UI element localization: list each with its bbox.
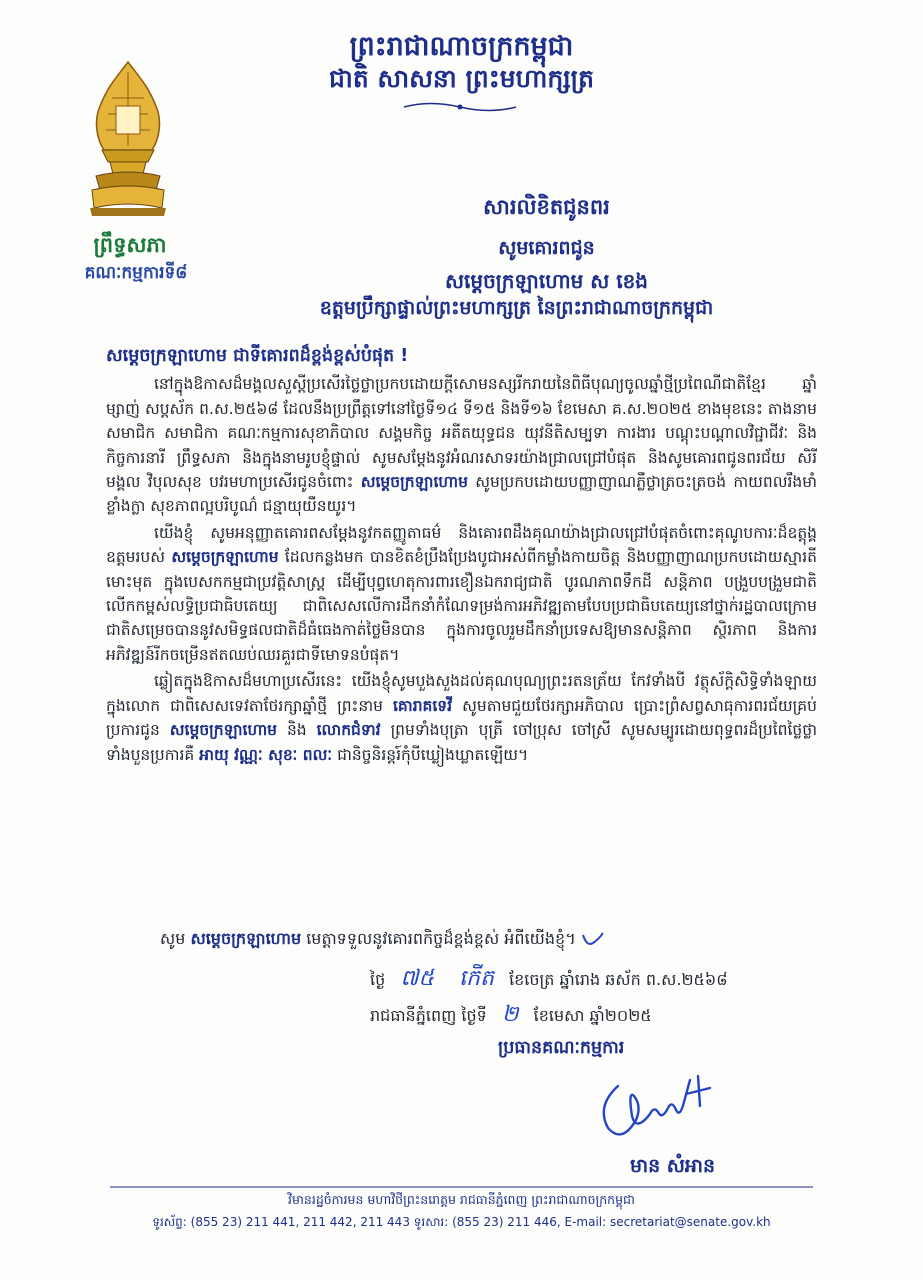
p3-mid: សូមតាមជួយថែរក្សាអភិបាល ប្រោះព្រំសព្វសាធុការពរជ័យគ្រប់ប្រការជូន [106,696,817,740]
ornament-divider-icon [400,100,520,114]
p3-spouse: លោកជំទាវ [316,721,381,740]
p1-text: នៅក្នុងឱកាសដ៏មង្គលសួស្តីប្រសើរថ្លៃថ្លាប្រកបដោយក្តីសោមនស្សរីករាយនៃពិធីបុណ្យចូលឆ្នាំថ្មីប្រពៃណីជាតិខ្មែរ ឆ្នាំម្សាញ់ សប្តស័ក ព.ស.២៥៦៨ ដែលនឹងប្រព្រឹត្តទៅនៅថ្ងៃទី១៤ ទី១៥ និងទី១៦ ខែមេសា គ.ស.២០២៥ ខាងមុខនេះ តាងនាមសមាជិក សមាជិកា គណៈកម្មការសុខាភិបាល សង្គមកិច្ច អតីតយុទ្ធជន យុវនីតិសម្បទា ការងារ បណ្តុះបណ្តាលវិជ្ជាជីវៈ និងកិច្ចការនារី ព្រឹទ្ធសភា និងក្នុងនាមរូបខ្ញុំផ្ទាល់ សូមសម្តែងនូវអំណរសាទរយ៉ាងជ្រាលជ្រៅបំផុត និងសូមគោរពជូនពរជ័យ សិរីមង្គល វិបុលសុខ បវរមហាប្រសើរជូនចំពោះ [106,375,817,492]
footer-contact: ទូរស័ព្ទ: (855 23) 211 441, 211 442, 211 443 ទូរសារ: (855 23) 211 446, E-mail: secretariat@senate.gov.kh [152,1215,771,1229]
month-year: ខែមេសា ឆ្នាំ២០២៥ [533,1006,652,1025]
lunar-month-year: ខែចេត្រ ឆ្នាំរោង ឆស័ក ព.ស.២៥៦៨ [509,970,728,989]
salutation: សម្តេចក្រឡាហោម ជាទីគោរពដ៏ខ្ពង់ខ្ពស់បំផុត ! [106,346,409,366]
footer-divider [110,1186,813,1188]
respectfully-to: សូមគោរពជូន [498,237,595,259]
recipient-name: សម្តេចក្រឡាហោម ស ខេង [445,269,648,293]
document-type: សារលិខិតជូនពរ [483,195,610,219]
p3-blessing: អាយុ វណ្ណៈ សុខៈ ពលៈ [199,745,333,764]
lunar-phase-handwritten: កើត [459,966,494,991]
p1-end: សូមប្រកបដោយបញ្ញាញាណភ្លឺថ្លាត្រចះត្រចង់ កាយពលរឹងមាំខ្លាំងក្លា សុខភាពល្អបរិបូណ៌ ជន្មាយុយឺនយូរ។ [106,473,817,516]
p3-recipient: សម្តេចក្រឡាហោម [169,721,277,740]
closing-text: មេត្តាទទួលនូវគោរពកិច្ចដ៏ខ្ពង់ខ្ពស់ អំពីយើងខ្ញុំ។ [306,929,576,948]
commission-name: គណៈកម្មការទី៨ [84,263,188,283]
p3-text: ឆ្លៀតក្នុងឱកាសដ៏មហាប្រសើរនេះ យើងខ្ញុំសូមបួងសួងដល់គុណបុណ្យព្រះរតនត្រ័យ កែវទាំងបី វត្ថុស័ក្តិសិទ្ធិទាំងឡាយក្នុងលោក ជាពិសេសទេវតាថែរក្សាឆ្នាំថ្មី ព្រះនាម [106,672,817,715]
lunar-date [370,964,728,996]
signatory-name: មាន សំអាន [630,1155,716,1177]
senate-emblem-icon [86,58,170,218]
lunar-day-label: ថ្ងៃ [370,970,386,989]
p3-end: ព្រមទាំងបុត្រា បុត្រី ចៅប្រុស ចៅស្រី សូមសម្បូរដោយពុទ្ធពរដ៏ប្រពៃថ្លៃថ្លាទាំងបួនប្រការគឺ [106,721,817,764]
senate-name: ព្រឹទ្ធសភា [93,233,167,257]
p3-and: និង [286,721,307,740]
p3-deva: គោរាគទេវី [393,696,453,715]
p2-recipient: សម្តេចក្រឡាហោម [171,548,279,567]
footer-address: វិមានរដ្ឋចំការមន មហាវិថីព្រះនរោត្តម រាជធានីភ្នំពេញ ព្រះរាជាណាចក្រកម្ពុជា [288,1192,635,1207]
lunar-day-handwritten: ៧៥ [400,966,434,991]
paragraph-1 [106,372,817,518]
p2-end: ដែលកន្លងមក បានខិតខំប្រឹងប្រែងបូជាអស់ពីកម្លាំងកាយចិត្ត និងបញ្ញាញាណប្រកបដោយស្មារតីមោះមុត ក្នុងបេសកកម្មជាប្រវត្តិសាស្ត្រ ដើម្បីបុព្វហេតុការពារខឿនឯករាជ្យជាតិ បូរណភាពទឹកដី សន្តិភាព បង្រួបបង្រួមជាតិ លើកកម្ពស់លទ្ធិប្រជាធិបតេយ្យ ជាពិសេសលើការដឹកនាំកំណែទម្រង់ការអភិវឌ្ឍតាមបែបប្រជាធិបតេយ្យនៅថ្នាក់រដ្ឋបាលក្រោមជាតិសម្រេចបាននូវសមិទ្ធផលជាតិដ៏ធំធេងកាត់ថ្លៃមិនបាន ក្នុងការចូលរួមដឹកនាំប្រទេសឱ្យមានសន្តិភាព ស្ថិរភាព និងការអភិវឌ្ឍន៍រីកចម្រើនឥតឈប់ឈរគួរជាទីមោទនបំផុត។ [106,548,817,664]
gregorian-date [370,1000,652,1032]
signatory-title: ប្រធានគណៈកម្មការ [498,1038,625,1058]
letter-body [106,344,817,769]
handwritten-signature-icon [588,1066,738,1150]
day-handwritten: ២ [501,1002,519,1027]
closing-recipient: សម្តេចក្រឡាហោម [190,929,302,948]
closing-line [160,928,605,952]
kingdom-name: ព្រះរាជាណាចក្រកម្ពុជា [349,31,574,62]
recipient-role: ឧត្តមប្រឹក្សាផ្ទាល់ព្រះមហាក្សត្រ នៃព្រះរាជាណាចក្រកម្ពុជា [319,297,714,319]
national-motto: ជាតិ សាសនា ព្រះមហាក្សត្រ [329,64,594,93]
place-prefix: រាជធានីភ្នំពេញ ថ្ងៃទី [370,1006,487,1025]
paragraph-2 [106,521,817,667]
closing-prefix: សូម [160,929,186,948]
handwritten-tick-icon [581,931,605,949]
p2-text: យើងខ្ញុំ សូមអនុញ្ញាតគោរពសម្តែងនូវកតញ្ញូតាធម៌ និងគោរពដឹងគុណយ៉ាងជ្រាលជ្រៅបំផុតចំពោះគុណូបការៈដ៏ឧត្តុង្គឧត្តមរបស់ [106,523,817,567]
paragraph-3 [106,669,817,767]
p1-recipient: សម្តេចក្រឡាហោម [360,473,468,492]
p3-final: ជានិច្ចនិរន្តរ៍កុំបីឃ្លៀងឃ្លាតឡើយ។ [337,745,529,764]
